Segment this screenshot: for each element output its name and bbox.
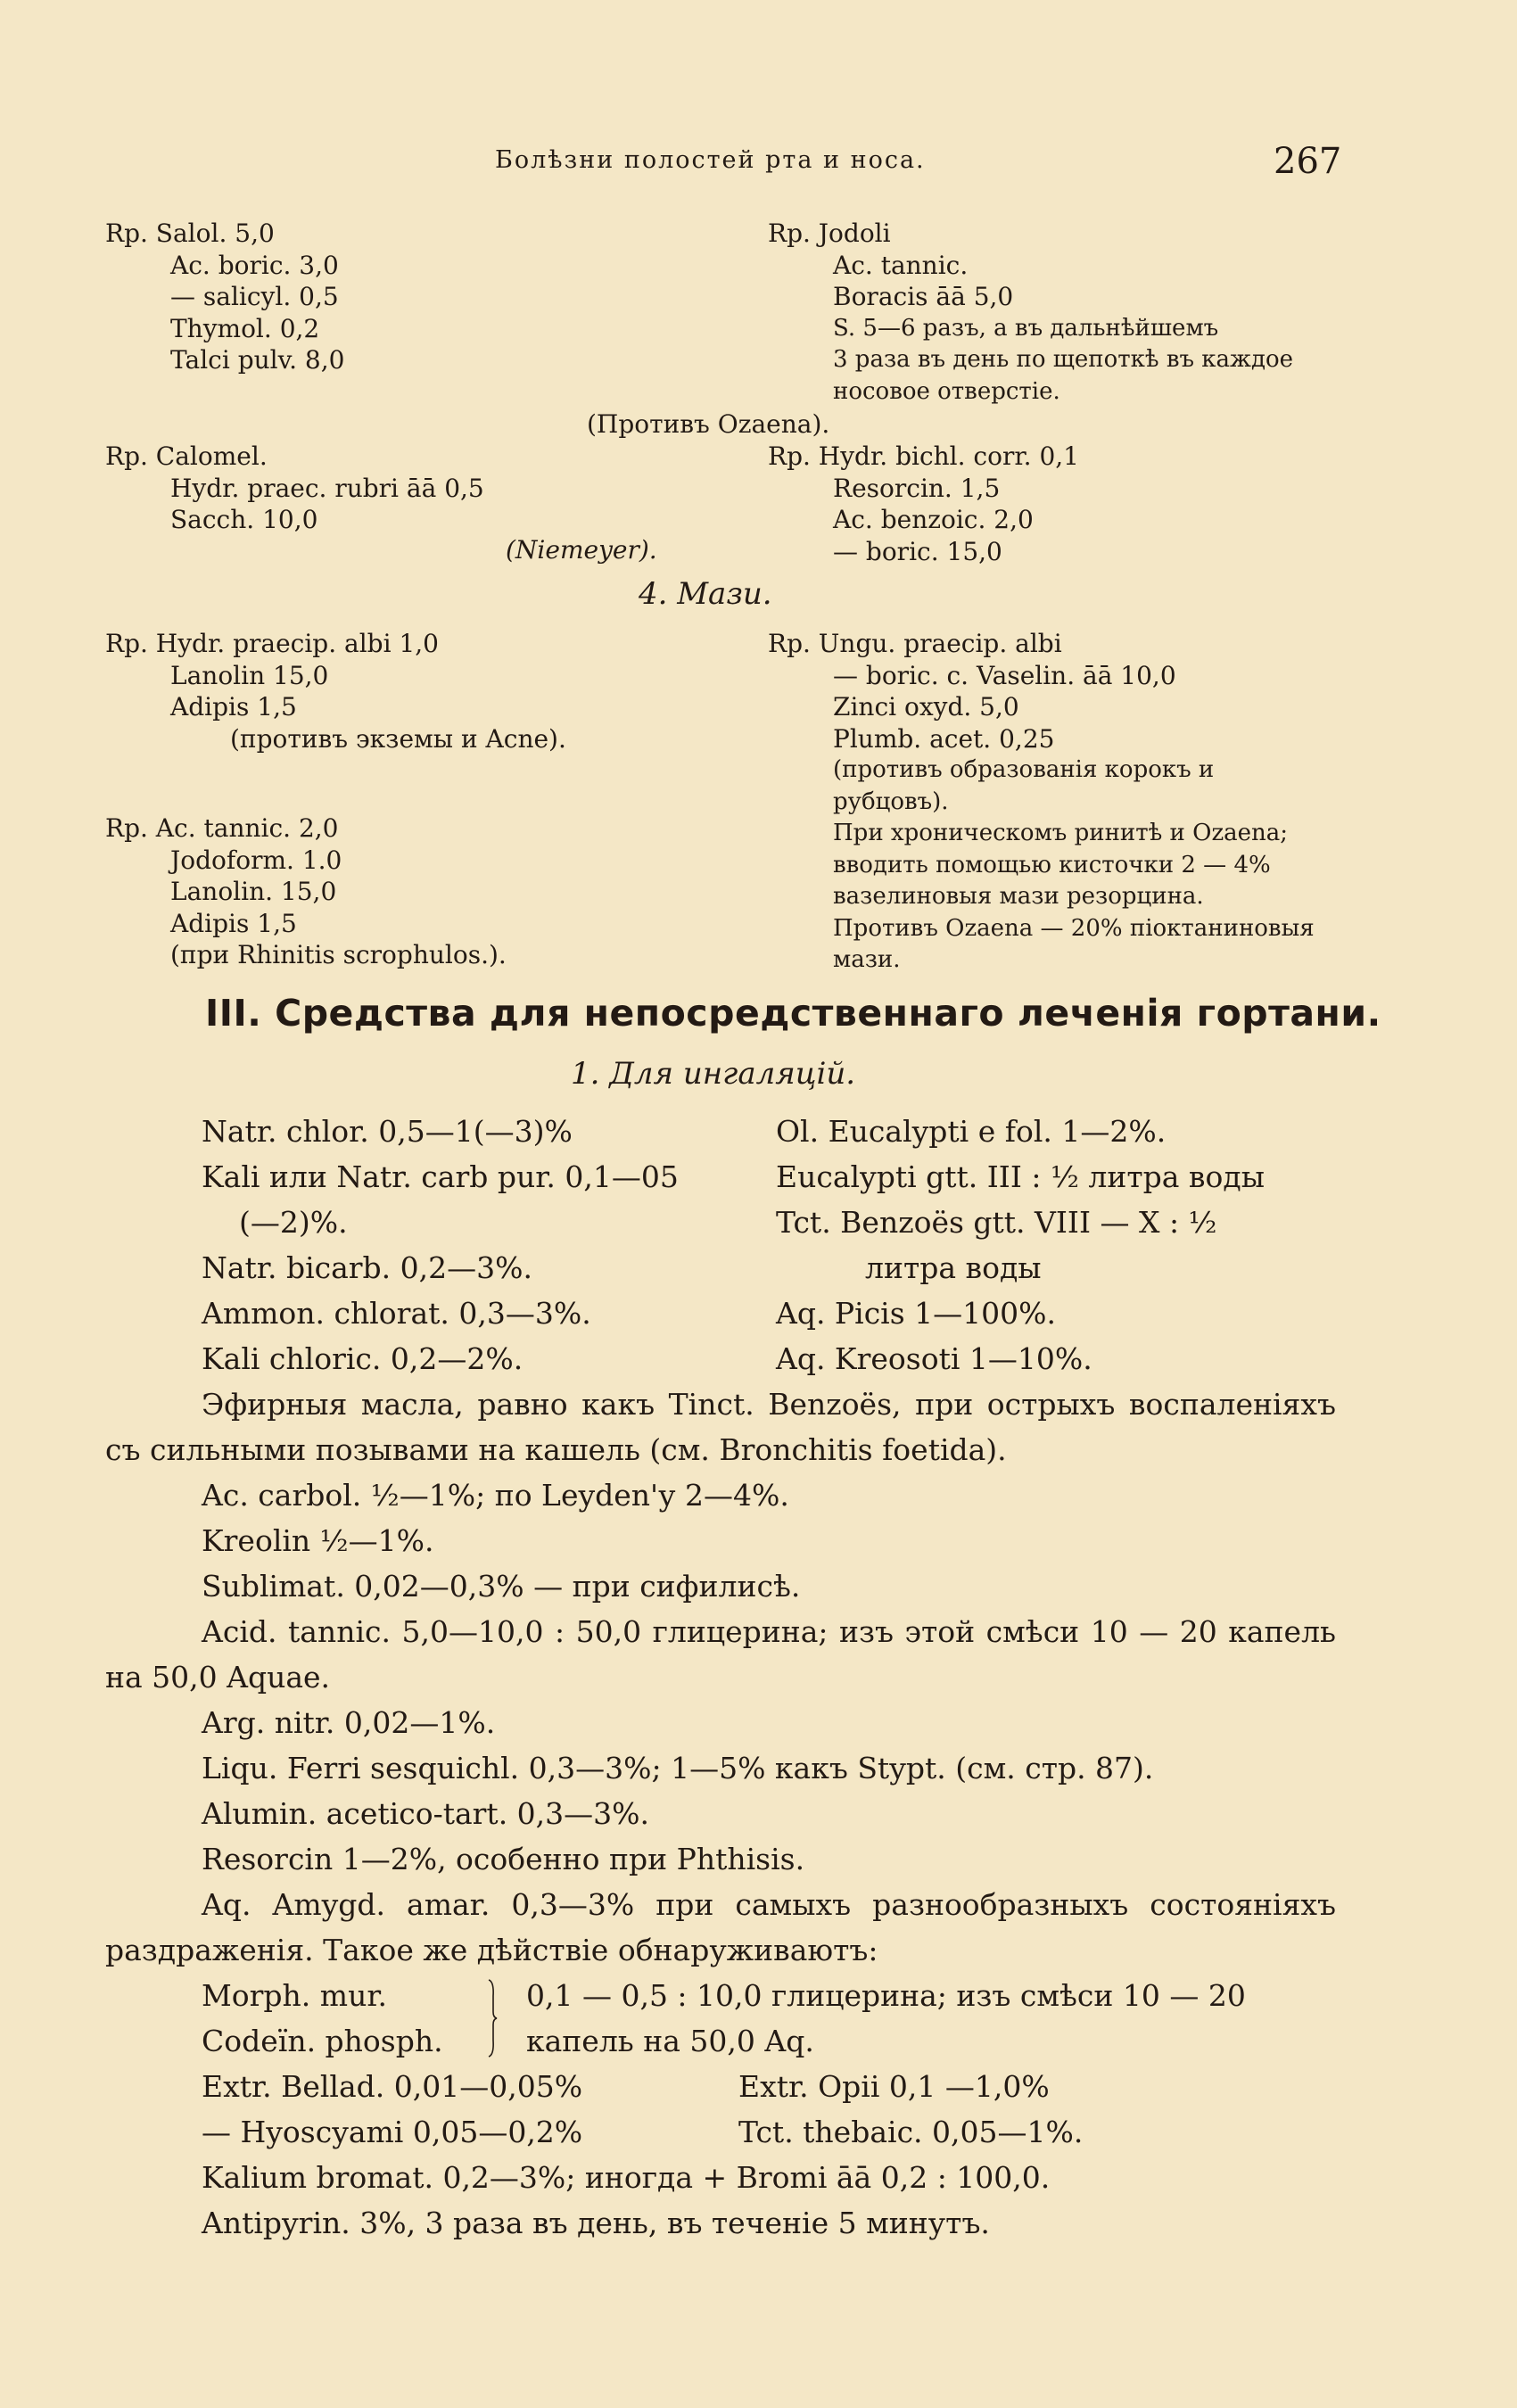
inhalation-item: Ammon. chlorat. 0,3—3%. xyxy=(202,1296,591,1331)
text-line: 0,1 — 0,5 : 10,0 глицерина; изъ смѣси 10 — 20 xyxy=(526,1978,1246,2013)
subsection-inhalations-title: 1. Для ингаляцій. xyxy=(571,1056,856,1092)
recipe-line: Resorcin. 1,5 xyxy=(833,473,1001,503)
recipe-note: (противъ образованія корокъ и рубцовъ). xyxy=(833,756,1215,815)
inhalation-item: (—2)%. xyxy=(239,1205,348,1240)
recipe-salol xyxy=(105,218,344,376)
recipe-line: Hydr. praec. rubri āā 0,5 xyxy=(170,473,484,503)
recipe-line: Rp. Ac. tannic. 2,0 xyxy=(105,813,339,843)
recipe-line: — boric. c. Vaselin. āā 10,0 xyxy=(833,660,1176,690)
recipe-jodoli xyxy=(768,218,1339,408)
recipe-line: Lanolin 15,0 xyxy=(170,660,329,690)
text-line: Codeïn. phosph. xyxy=(202,2024,443,2058)
inhalation-item: Eucalypti gtt. III : ½ литра воды xyxy=(776,1159,1265,1194)
recipe-line: — salicyl. 0,5 xyxy=(170,282,339,311)
recipe-line: Ac. tannic. xyxy=(833,250,969,280)
recipe-line: Ac. benzoic. 2,0 xyxy=(833,505,1034,534)
inhalation-item: Natr. chlor. 0,5—1(—3)% xyxy=(202,1114,573,1149)
paragraph: Acid. tannic. 5,0—10,0 : 50,0 глицерина; изъ этой смѣси 10 — 20 капель на 50,0 Aquae. xyxy=(105,1614,1336,1695)
recipe-line: Zinci oxyd. 5,0 xyxy=(833,692,1019,722)
text-line: Morph. mur. xyxy=(202,1978,387,2013)
recipe-line: Ac. boric. 3,0 xyxy=(170,250,339,280)
extract-row xyxy=(105,2109,1336,2155)
inhalation-item: Aq. Picis 1—100%. xyxy=(776,1296,1056,1331)
recipe-note: Противъ Ozaena — 20% піоктаниновыя мази. xyxy=(833,914,1315,973)
section-ointments-title: 4. Мази. xyxy=(639,576,772,612)
author-niemeyer: (Niemeyer). xyxy=(506,535,657,565)
text-line: капель на 50,0 Aq. xyxy=(526,2024,814,2058)
brace-icon xyxy=(487,1978,498,2058)
recipe-line: Rp. Hydr. bichl. corr. 0,1 xyxy=(768,441,1079,471)
inhalation-row xyxy=(105,1291,1336,1336)
page-number: 267 xyxy=(1274,141,1342,182)
text-line: Extr. Opii 0,1 —1,0% xyxy=(738,2069,1050,2104)
recipe-line: Talci pulv. 8,0 xyxy=(170,345,345,375)
recipe-line: Rp. Salol. 5,0 xyxy=(105,219,275,248)
recipe-line: S. 5—6 разъ, а въ дальнѣйшемъ xyxy=(833,314,1219,342)
section-larynx-heading: III. Средства для непосредственнаго леченія гортани. xyxy=(205,992,1381,1035)
text-line: Sublimat. 0,02—0,3% — при сифилисѣ. xyxy=(202,1569,801,1604)
text-line: Tct. thebaic. 0,05—1%. xyxy=(738,2115,1084,2149)
inhalation-row xyxy=(105,1336,1336,1381)
recipe-line: (противъ экземы и Acne). xyxy=(230,723,566,754)
recipe-line: Thymol. 0,2 xyxy=(170,313,320,343)
morph-codein-group xyxy=(105,1973,1336,2064)
recipe-note: При хроническомъ ринитѣ и Ozaena; вводить помощью кисточки 2 — 4% вазелиновыя мази резорцина. xyxy=(833,820,1289,910)
text-line: Kreolin ½—1%. xyxy=(202,1523,434,1558)
text-line: Liqu. Ferri sesquichl. 0,3—3%; 1—5% какъ Stypt. (см. стр. 87). xyxy=(202,1751,1154,1785)
text-line: Ac. carbol. ½—1%; по Leyden'у 2—4%. xyxy=(202,1478,789,1513)
running-title: Болѣзни полостей рта и носа. xyxy=(495,146,926,174)
inhalation-row xyxy=(105,1200,1336,1245)
inhalation-item: Kali или Natr. carb pur. 0,1—05 xyxy=(202,1159,679,1194)
recipe-hydr-bichl xyxy=(768,441,1079,567)
recipe-line: Adipis 1,5 xyxy=(170,692,297,722)
text-line: Kalium bromat. 0,2—3%; иногда + Bromi āā 0,2 : 100,0. xyxy=(202,2160,1051,2195)
recipe-line: Jodoform. 1.0 xyxy=(170,845,342,875)
recipe-line: Sacch. 10,0 xyxy=(170,505,318,534)
recipe-ungu-praecip xyxy=(768,628,1339,977)
inhalation-item: Aq. Kreosoti 1—10%. xyxy=(776,1341,1092,1376)
subsection-inhalations xyxy=(571,1056,855,1092)
text-line: Extr. Bellad. 0,01—0,05% xyxy=(202,2069,583,2104)
inhalation-row xyxy=(105,1154,1336,1200)
inhalation-item: Tct. Benzoës gtt. VIII — X : ½ xyxy=(776,1205,1217,1240)
recipe-line: — boric. 15,0 xyxy=(833,536,1002,566)
inhalation-item: Natr. bicarb. 0,2—3%. xyxy=(202,1250,532,1285)
recipe-line: 3 раза въ день по щепоткѣ въ каждое носовое отверстіе. xyxy=(833,346,1294,405)
text-line: Resorcin 1—2%, особенно при Phthisis. xyxy=(202,1842,805,1876)
text-line: — Hyoscyami 0,05—0,2% xyxy=(202,2115,583,2149)
inhalation-row xyxy=(105,1245,1336,1291)
section-ointments-heading xyxy=(639,576,772,612)
recipe-line: Lanolin. 15,0 xyxy=(170,877,337,906)
ozaena-note: (Противъ Ozaena). xyxy=(587,409,830,439)
recipe-tannic xyxy=(105,812,507,971)
recipe-line: (при Rhinitis scrophulos.). xyxy=(170,940,507,969)
recipe-line: Rp. Calomel. xyxy=(105,441,268,471)
recipe-line: Rp. Jodoli xyxy=(768,219,891,248)
recipe-line: Adipis 1,5 xyxy=(170,908,297,938)
inhalation-row xyxy=(105,1109,1336,1154)
extract-row xyxy=(105,2064,1336,2109)
inhalations-body xyxy=(105,1109,1336,2246)
recipe-hydr-praecip xyxy=(105,628,566,755)
recipe-line: Boracis āā 5,0 xyxy=(833,282,1014,311)
recipe-line: Plumb. acet. 0,25 xyxy=(833,723,1055,754)
text-line: Arg. nitr. 0,02—1%. xyxy=(202,1705,496,1740)
paragraph: Aq. Amygd. amar. 0,3—3% при самыхъ разнообразныхъ состояніяхъ раздраженія. Такое же дѣйствіе обнаруживаютъ: xyxy=(105,1887,1336,1967)
page-header xyxy=(0,141,1517,186)
inhalation-item: литра воды xyxy=(865,1250,1042,1285)
recipe-line: Rp. Ungu. praecip. albi xyxy=(768,629,1062,658)
inhalation-item: Kali chloric. 0,2—2%. xyxy=(202,1341,524,1376)
text-line: Antipyrin. 3%, 3 раза въ день, въ теченіе 5 минутъ. xyxy=(202,2206,990,2240)
recipe-line: Rp. Hydr. praecip. albi 1,0 xyxy=(105,629,439,658)
recipe-calomel xyxy=(105,441,484,536)
text-line: Alumin. acetico-tart. 0,3—3%. xyxy=(202,1796,649,1831)
inhalation-item: Ol. Eucalypti e fol. 1—2%. xyxy=(776,1114,1167,1149)
paragraph: Эфирныя масла, равно какъ Tinct. Benzoës, при острыхъ воспаленіяхъ съ сильными позывами на кашель (см. Bronchitis foetida). xyxy=(105,1387,1336,1467)
